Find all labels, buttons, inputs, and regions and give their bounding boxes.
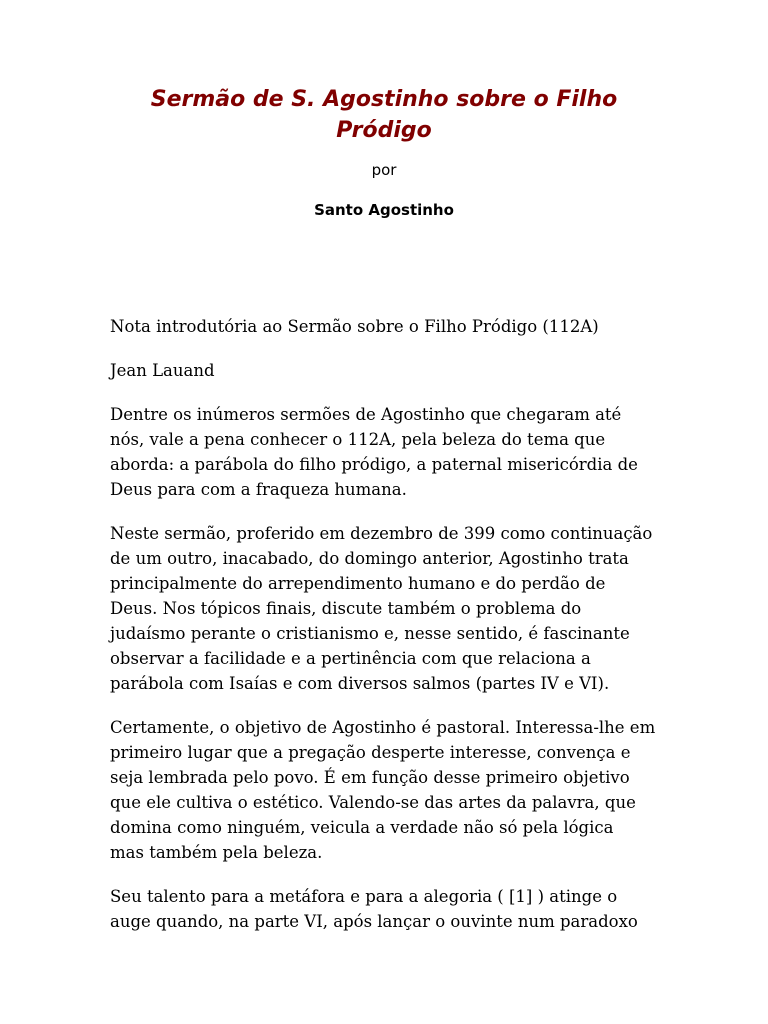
document-title: [110, 84, 658, 146]
paragraph: [110, 715, 670, 865]
text-line: de um outro, inacabado, do domingo anterior, Agostinho trata: [110, 549, 629, 568]
text-line: primeiro lugar que a pregação desperte interesse, convença e: [110, 743, 631, 762]
text-line: principalmente do arrependimento humano e do perdão de: [110, 574, 606, 593]
note-author: [110, 358, 670, 383]
text-line: Jean Lauand: [110, 361, 215, 380]
text-line: domina como ninguém, veicula a verdade não só pela lógica: [110, 818, 614, 837]
text-line: Certamente, o objetivo de Agostinho é pastoral. Interessa-lhe em: [110, 718, 656, 737]
paragraph: [110, 521, 670, 696]
text-line: mas também pela beleza.: [110, 843, 323, 862]
byline: por: [371, 161, 397, 179]
text-line: que ele cultiva o estético. Valendo-se das artes da palavra, que: [110, 793, 636, 812]
text-line: parábola com Isaías e com diversos salmos (partes IV e VI).: [110, 674, 610, 693]
text-line: observar a facilidade e a pertinência com que relaciona a: [110, 649, 591, 668]
text-line: Seu talento para a metáfora e para a alegoria ( [1] ) atinge o: [110, 887, 618, 906]
text-line: auge quando, na parte VI, após lançar o ouvinte num paradoxo: [110, 912, 638, 931]
intro-note-heading: [110, 314, 670, 339]
text-line: seja lembrada pelo povo. É em função desse primeiro objetivo: [110, 768, 630, 787]
document-body: [110, 314, 670, 953]
document-title-line-2: Pródigo: [336, 118, 432, 143]
text-line: Nota introdutória ao Sermão sobre o Filho Pródigo (112A): [110, 317, 599, 336]
text-line: nós, vale a pena conhecer o 112A, pela beleza do tema que: [110, 430, 606, 449]
text-line: Dentre os inúmeros sermões de Agostinho que chegaram até: [110, 405, 622, 424]
author-name: Santo Agostinho: [314, 201, 454, 219]
text-line: Neste sermão, proferido em dezembro de 399 como continuação: [110, 524, 653, 543]
paragraph: [110, 884, 670, 934]
text-line: judaísmo perante o cristianismo e, nesse sentido, é fascinante: [110, 624, 630, 643]
document-title-line-1: Sermão de S. Agostinho sobre o Filho: [150, 87, 618, 112]
text-line: Deus para com a fraqueza humana.: [110, 480, 407, 499]
paragraph: [110, 402, 670, 502]
text-line: aborda: a parábola do filho pródigo, a paternal misericórdia de: [110, 455, 638, 474]
text-line: Deus. Nos tópicos finais, discute também o problema do: [110, 599, 582, 618]
